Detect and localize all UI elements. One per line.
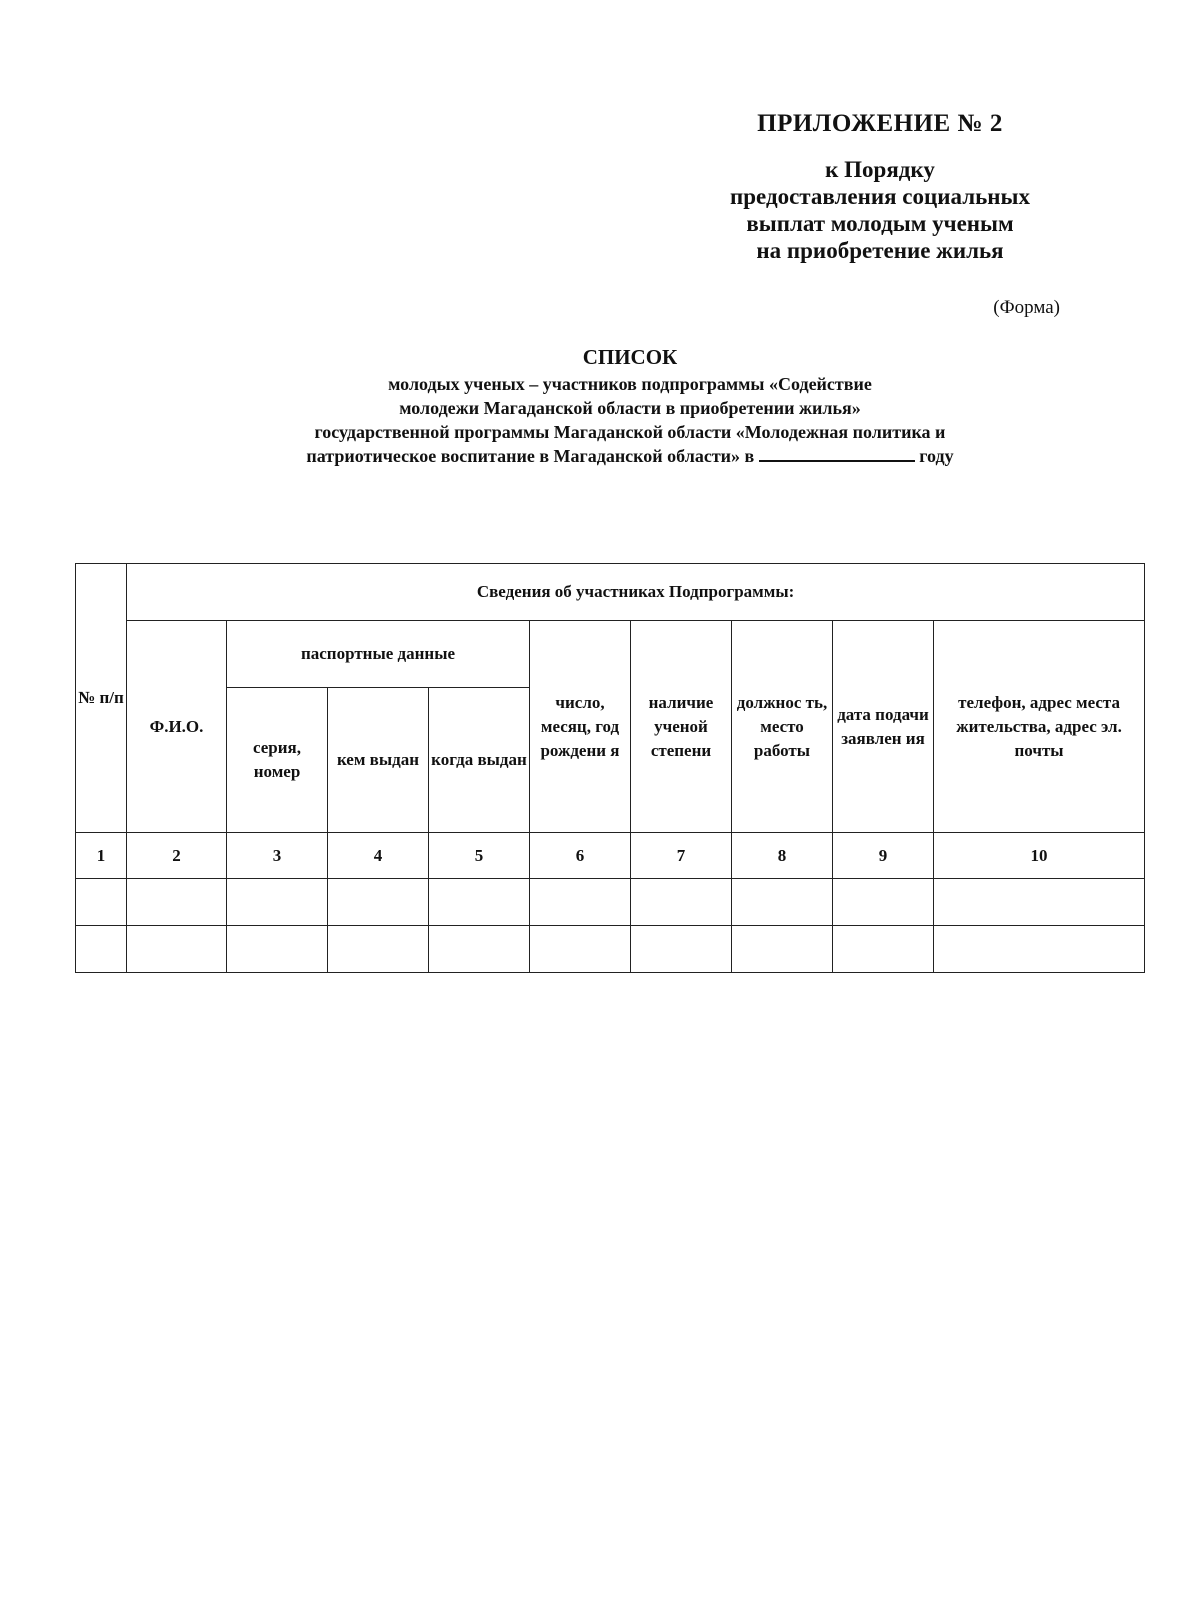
header-row-number: № п/п	[76, 564, 127, 833]
annex-line: к Порядку	[825, 157, 935, 182]
header-position: должнос ть, место работы	[732, 621, 833, 833]
annex-line: выплат молодым ученым	[746, 211, 1014, 236]
column-numbers-row	[76, 833, 1145, 879]
column-number: 9	[833, 833, 934, 879]
empty-cell[interactable]	[833, 926, 934, 973]
empty-cell[interactable]	[127, 926, 227, 973]
empty-cell[interactable]	[227, 926, 328, 973]
header-application-date: дата подачи заявлен ия	[833, 621, 934, 833]
empty-cell[interactable]	[127, 879, 227, 926]
list-header	[200, 345, 1060, 468]
header-group-participants: Сведения об участниках Подпрограммы:	[127, 564, 1145, 621]
column-number: 8	[732, 833, 833, 879]
empty-cell[interactable]	[934, 926, 1145, 973]
year-blank-field[interactable]	[759, 444, 915, 462]
header-degree: наличие ученой степени	[631, 621, 732, 833]
list-line-prefix: патриотическое воспитание в Магаданской области» в	[306, 446, 755, 466]
empty-cell[interactable]	[328, 879, 429, 926]
header-birth-date: число, месяц, год рождени я	[530, 621, 631, 833]
column-number: 5	[429, 833, 530, 879]
list-line: молодежи Магаданской области в приобретении жилья»	[399, 398, 861, 418]
column-number: 3	[227, 833, 328, 879]
list-line-suffix: году	[919, 446, 954, 466]
column-number: 1	[76, 833, 127, 879]
list-title: СПИСОК	[582, 345, 678, 369]
empty-cell[interactable]	[732, 879, 833, 926]
empty-cell[interactable]	[328, 926, 429, 973]
empty-cell[interactable]	[76, 926, 127, 973]
column-number: 6	[530, 833, 631, 879]
column-number: 4	[328, 833, 429, 879]
column-number: 2	[127, 833, 227, 879]
list-line-last	[200, 444, 1060, 468]
header-fio: Ф.И.О.	[127, 621, 227, 833]
participants-table	[75, 563, 1145, 973]
empty-cell[interactable]	[732, 926, 833, 973]
empty-cell[interactable]	[76, 879, 127, 926]
empty-cell[interactable]	[429, 879, 530, 926]
list-line: государственной программы Магаданской области «Молодежная политика и	[314, 422, 946, 442]
annex-line: предоставления социальных	[730, 184, 1030, 209]
annex-block	[660, 110, 1100, 264]
list-line: молодых ученых – участников подпрограммы «Содействие	[388, 374, 872, 394]
empty-cell[interactable]	[530, 926, 631, 973]
empty-cell[interactable]	[934, 879, 1145, 926]
header-passport-group: паспортные данные	[227, 621, 530, 688]
annex-subtitle	[660, 156, 1100, 264]
form-label: (Форма)	[993, 297, 1060, 318]
header-passport-issued-when: когда выдан	[429, 688, 530, 833]
table-row	[76, 879, 1145, 926]
header-contacts: телефон, адрес места жительства, адрес эл. почты	[934, 621, 1145, 833]
empty-cell[interactable]	[833, 879, 934, 926]
empty-cell[interactable]	[631, 879, 732, 926]
annex-line: на приобретение жилья	[756, 238, 1004, 263]
annex-title: ПРИЛОЖЕНИЕ № 2	[757, 110, 1003, 137]
empty-cell[interactable]	[631, 926, 732, 973]
empty-cell[interactable]	[530, 879, 631, 926]
header-passport-series: серия, номер	[227, 688, 328, 833]
table-row	[76, 926, 1145, 973]
empty-cell[interactable]	[227, 879, 328, 926]
empty-cell[interactable]	[429, 926, 530, 973]
header-passport-issued-by: кем выдан	[328, 688, 429, 833]
column-number: 10	[934, 833, 1145, 879]
column-number: 7	[631, 833, 732, 879]
